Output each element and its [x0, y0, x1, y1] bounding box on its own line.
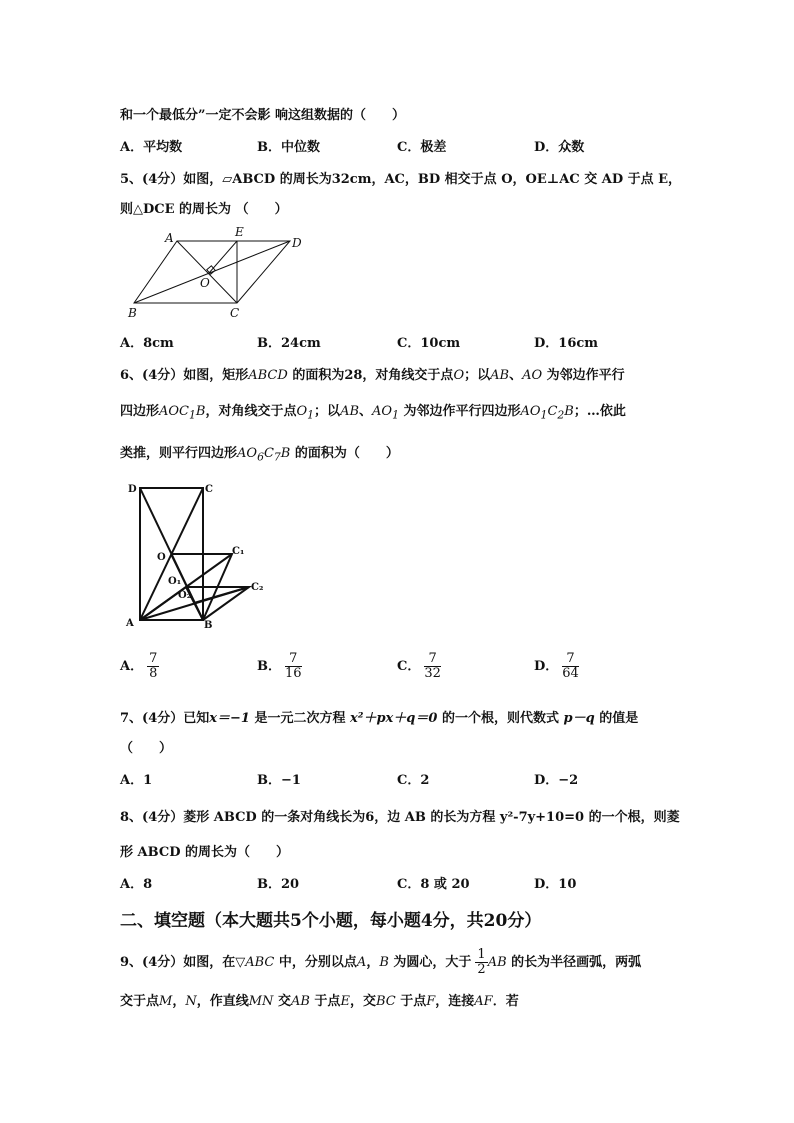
label-b: B [128, 306, 137, 320]
q6-math: B [564, 404, 574, 419]
q6-text: 6、(4分）如图，矩形 [120, 368, 249, 383]
q9-math: MN [248, 994, 274, 1009]
q6-text: ；以 [314, 404, 341, 419]
numerator: 1 [477, 947, 486, 962]
label-o2: O₂ [178, 590, 192, 601]
diagonal-ac [177, 241, 237, 303]
q7-text: 的一个根，则代数式 [437, 711, 564, 726]
fraction [562, 652, 579, 681]
q4-option-b[interactable]: B．中位数 [257, 140, 320, 155]
q6-math: AB [340, 404, 360, 419]
label-d: D [292, 236, 302, 250]
q6-sub: 1 [189, 408, 196, 422]
q9-text: 中，分别以点 [274, 955, 357, 970]
q9-math: ▽ABC [235, 955, 275, 970]
q9-math: E [340, 994, 350, 1009]
q8-stem-line1: 8、(4分）菱形 ABCD 的一条对角线长为6，边 AB 的长为方程 y²-7y+10=0 的一个根，则菱 [120, 810, 680, 825]
q6-option-c[interactable] [397, 652, 441, 681]
q9-text: 于点 [309, 994, 341, 1009]
q6-rectangle-figure [120, 478, 280, 638]
q9-text: ，连接 [435, 994, 475, 1009]
q6-text: ；以 [464, 368, 491, 383]
label-c: C [205, 484, 213, 495]
q8-option-c[interactable]: C．8 或 20 [397, 877, 470, 892]
q5-option-d[interactable]: D．16cm [534, 336, 599, 351]
q6-text: 、 [509, 368, 523, 383]
q5-options [120, 332, 680, 352]
q7-option-c[interactable]: C．2 [397, 773, 430, 788]
q9-math: N [185, 994, 197, 1009]
q5-stem-line2: 则△DCE 的周长为 （ ） [120, 202, 288, 217]
q9-stem-line2 [120, 990, 519, 1009]
q7-text: 是一元二次方程 [249, 711, 351, 726]
q5-option-c[interactable]: C．10cm [397, 336, 461, 351]
q9-stem-line1 [120, 948, 641, 977]
q6-math: AOC [159, 404, 190, 419]
q9-math: A [356, 955, 367, 970]
q6-math: O [453, 368, 465, 383]
q6-math: AO [237, 446, 258, 461]
q9-text: 的长为半径画弧，两弧 [506, 955, 642, 970]
q4-options [120, 136, 680, 156]
q8-option-b[interactable]: B．20 [257, 877, 300, 892]
q7-stem-line1 [120, 707, 638, 726]
denominator: 64 [562, 666, 579, 681]
q9-text: 为圆心，大于 [388, 955, 472, 970]
q7-text: 的值是 [594, 711, 639, 726]
diagonal-bd [134, 241, 290, 303]
label-c1: C₁ [232, 546, 245, 557]
q6-text: 、 [359, 404, 373, 419]
label-o: O [157, 552, 166, 563]
q6-stem-line2 [120, 400, 626, 422]
q6-sub: 2 [557, 408, 565, 422]
label-e: E [235, 225, 244, 239]
q9-text: ，作直线 [196, 994, 249, 1009]
q5-option-b[interactable]: B．24cm [257, 336, 321, 351]
label-a: A [126, 618, 134, 629]
fraction [147, 652, 159, 681]
q9-text: 交于点 [120, 994, 160, 1009]
q6-math: B [195, 404, 206, 419]
label-o1: O₁ [168, 576, 182, 587]
q6-sub: 7 [273, 450, 281, 464]
q6-option-b[interactable] [257, 652, 302, 681]
q8-option-d[interactable]: D．10 [534, 877, 577, 892]
q4-stem-tail: 和一个最低分”一定不会影 响这组数据的（ ） [120, 108, 406, 123]
q6-text: 为邻边作平行 [542, 368, 625, 383]
option-letter: A． [120, 659, 144, 674]
q6-sub: 1 [540, 408, 548, 422]
denominator: 8 [149, 666, 158, 681]
q6-math: C [547, 404, 558, 419]
q4-option-d[interactable]: D．众数 [534, 140, 585, 155]
q6-math: ABCD [248, 368, 288, 383]
q6-sub: 1 [392, 408, 399, 422]
q8-options [120, 873, 680, 893]
q9-text: ．若 [492, 994, 519, 1009]
q4-option-a[interactable]: A．平均数 [120, 140, 183, 155]
q8-stem-line2: 形 ABCD 的周长为（ ） [120, 845, 289, 860]
numerator: 7 [285, 652, 302, 667]
label-b: B [204, 620, 213, 631]
q5-parallelogram-figure [120, 225, 310, 320]
q9-text: 9、(4分）如图，在 [120, 955, 236, 970]
numerator: 7 [424, 652, 441, 667]
label-o: O [200, 276, 210, 290]
option-letter: C． [397, 659, 421, 674]
numerator: 7 [149, 651, 158, 666]
option-letter: D． [534, 659, 559, 674]
label-c: C [230, 306, 240, 320]
q7-option-a[interactable]: A．1 [120, 773, 153, 788]
q6-sub: 1 [307, 408, 315, 422]
q6-text: 的面积为（ ） [290, 446, 399, 461]
q8-option-a[interactable]: A．8 [120, 877, 153, 892]
q4-option-c[interactable]: C．极差 [397, 140, 447, 155]
q9-math: B [379, 955, 389, 970]
section-heading: 二、填空题（本大题共5个小题，每小题4分，共20分） [120, 911, 542, 931]
q6-math: O [296, 404, 308, 419]
q6-text: 四边形 [120, 404, 160, 419]
q9-math: M [159, 994, 173, 1009]
q9-math: AB [290, 994, 310, 1009]
option-letter: B． [257, 659, 281, 674]
q9-math: F [426, 994, 436, 1009]
q6-math: C [263, 446, 274, 461]
denominator: 2 [477, 962, 486, 977]
denominator: 32 [424, 666, 441, 681]
q7-text: 7、(4分）已知 [120, 711, 210, 726]
q6-options [120, 652, 680, 688]
q9-text: ，交 [349, 994, 376, 1009]
numerator: 7 [562, 652, 579, 667]
q6-text: 类推，则平行四边形 [120, 446, 238, 461]
q9-math: AB [487, 955, 507, 970]
q9-math: BC [375, 994, 396, 1009]
q6-math: B [280, 446, 291, 461]
label-a: A [165, 231, 174, 245]
q6-math: AO [520, 404, 541, 419]
label-c2: C₂ [251, 582, 264, 593]
fraction-one-half [475, 948, 487, 977]
q6-math: AO [522, 368, 543, 383]
fraction [285, 652, 302, 681]
q7-math: p－q [563, 711, 595, 726]
q7-math: x＝−1 [209, 711, 250, 726]
q6-option-d[interactable] [534, 652, 579, 681]
q6-math: AB [490, 368, 510, 383]
q6-math: AO [372, 404, 393, 419]
q5-option-a[interactable]: A．8cm [120, 336, 174, 351]
q6-stem-line3 [120, 442, 399, 464]
q9-math: AF [474, 994, 493, 1009]
q7-option-d[interactable]: D．−2 [534, 773, 579, 788]
q5-stem-line1: 5、(4分）如图，▱ABCD 的周长为32cm，AC，BD 相交于点 O，OE⊥AC 交 AD 于点 E， [120, 172, 682, 187]
q6-text: 的面积为28，对角线交于点 [287, 368, 454, 383]
q7-math: x²＋px＋q＝0 [350, 711, 438, 726]
q6-stem-line1 [120, 364, 625, 383]
q6-text: ；…依此 [573, 404, 626, 419]
q9-text: ， [366, 955, 380, 970]
q7-option-b[interactable]: B．−1 [257, 773, 301, 788]
q7-options [120, 769, 680, 789]
denominator: 16 [285, 666, 302, 681]
q9-text: ， [172, 994, 186, 1009]
q9-text: 交 [273, 994, 291, 1009]
label-d: D [128, 484, 137, 495]
q6-sub: 6 [257, 450, 264, 464]
q9-text: 于点 [395, 994, 427, 1009]
q7-stem-line2: （ ） [120, 741, 173, 756]
q6-text: ，对角线交于点 [205, 404, 297, 419]
q6-option-a[interactable] [120, 652, 159, 681]
q6-text: 为邻边作平行四边形 [398, 404, 521, 419]
fraction [424, 652, 441, 681]
